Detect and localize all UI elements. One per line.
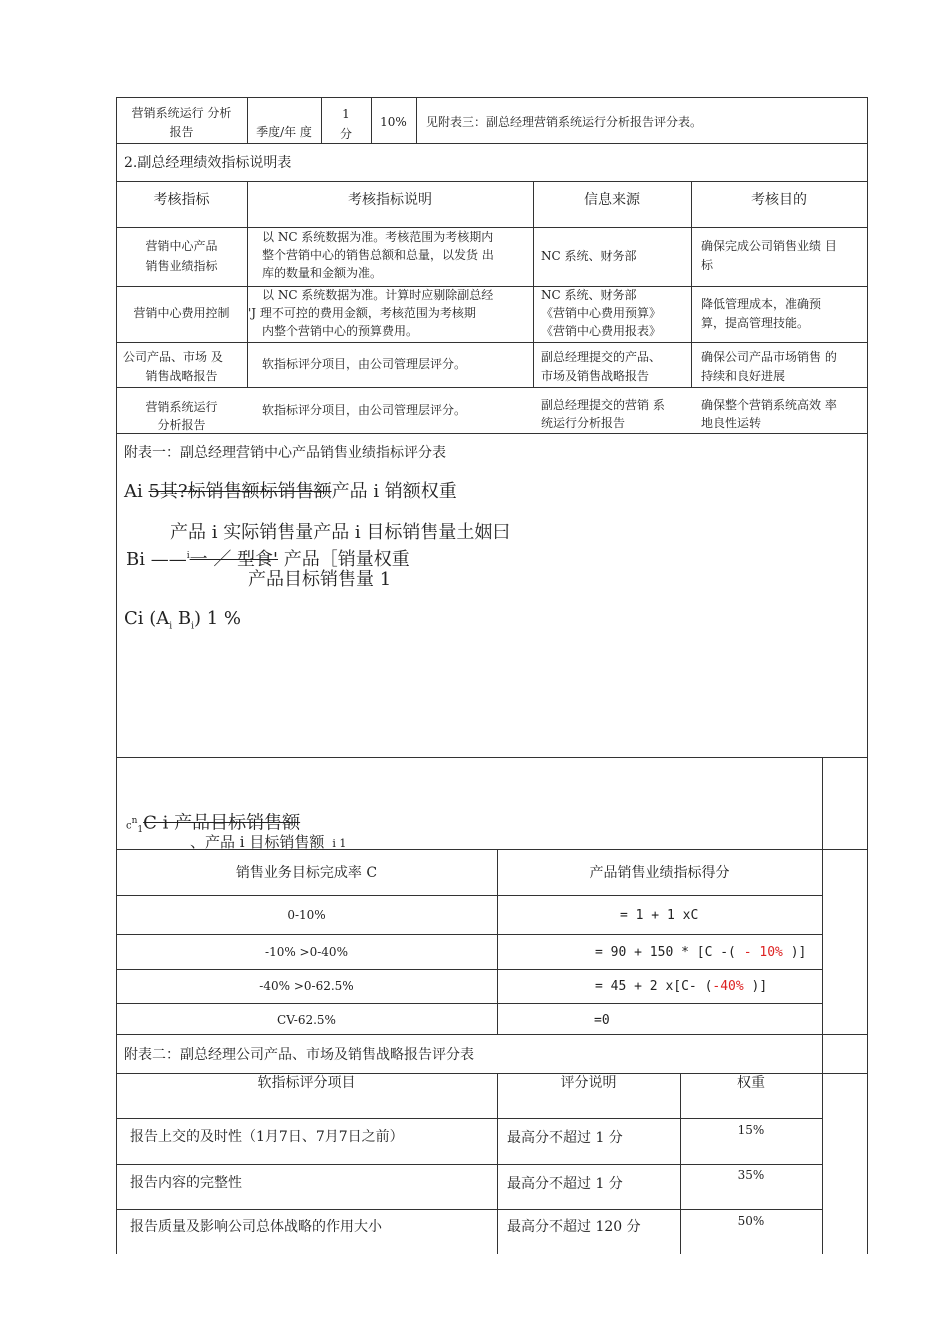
appendix2-row2-item: 报告内容的完整性: [130, 1175, 242, 1191]
score-row3-formula-text: = 45 + 2 x[C- (: [595, 979, 713, 994]
score-row2-formula-text: = 90 + 150 * [C -(: [595, 945, 736, 960]
row1-note: 见附表三：副总经理营销系统运行分析报告评分表。: [426, 115, 703, 129]
table2-row3-indicator: 公司产品、市场 及: [123, 350, 223, 364]
table2-row2-goal-2: 算，提高管理技能。: [701, 316, 810, 330]
row1-weight: 10%: [380, 115, 407, 129]
appendix2-row3-desc: 最高分不超过 120 分: [507, 1219, 641, 1235]
table2-row4-desc: 软指标评分项目，由公司管理层评分。: [262, 403, 467, 417]
appendix2-row3-weight: 50%: [737, 1214, 765, 1228]
appendix2-row2-weight: 35%: [737, 1168, 765, 1182]
formula-d-second: [190, 832, 346, 854]
formula-a: [124, 481, 457, 503]
table2-row4-indicator: 营销系统运行: [145, 400, 218, 414]
appendix2-row1-desc: 最高分不超过 1 分: [507, 1130, 623, 1146]
appendix2-row2-desc: 最高分不超过 1 分: [507, 1176, 623, 1192]
formula-d-tail: i 1: [332, 837, 347, 850]
score-header-range: 销售业务目标完成率 C: [235, 865, 378, 881]
table2-row3-desc: 软指标评分项目，由公司管理层评分。: [262, 357, 467, 371]
table2-row1-desc-3: 库的数量和金额为准。: [262, 266, 383, 280]
score-row2-formula: [595, 944, 806, 962]
appendix2-header-item: 软指标评分项目: [257, 1075, 356, 1091]
table2-row1-desc: 以 NC 系统数据为准。考核范围为考核期内: [262, 230, 494, 244]
table2-row2-desc: 以 NC 系统数据为准。计算时应剔除副总经: [262, 288, 494, 302]
table2-header-source: 信息来源: [584, 192, 640, 208]
formula-a-rest: 产品 i 销额权重: [331, 481, 457, 502]
formula-c-mid: B: [172, 608, 192, 629]
score-row1-range: 0-10%: [287, 908, 326, 922]
formula-d-small: c: [126, 820, 132, 832]
score-row2-tail: )]: [790, 945, 807, 960]
table2-row1-desc-2: 整个营销中心的销售总额和总量，以发货 出: [262, 248, 494, 262]
table2-row1-source: NC 系统、财务部: [541, 249, 637, 263]
row1-name: 营销系统运行 分析: [131, 106, 232, 120]
formula-b: [126, 545, 410, 571]
formula-b-bottom: 产品目标销售量 1: [248, 569, 392, 590]
formula-d-second-text: 、产品 i 目标销售额: [190, 833, 325, 851]
formula-b-strike: 一 ／ 型食': [189, 549, 279, 570]
table2-row3-goal: 确保公司产品市场销售 的: [701, 350, 837, 364]
table2-row4-goal: 确保整个营销系统高效 率: [701, 398, 837, 412]
section2-title: 2.副总经理绩效指标说明表: [124, 155, 292, 171]
score-row2-red: - 10%: [735, 945, 791, 960]
table2-row1-indicator: 营销中心产品: [145, 239, 218, 253]
formula-b-rest: 产品［销量权重: [278, 549, 410, 570]
formula-b-main: Bi ——: [126, 549, 187, 570]
score-row3-tail: )]: [743, 979, 768, 994]
score-row3-range: -40% >0-62.5%: [259, 979, 354, 993]
appendix2-header-weight: 权重: [737, 1075, 765, 1091]
appendix2-header-desc: 评分说明: [560, 1075, 617, 1091]
table2-row4-goal-2: 地良性运转: [701, 416, 762, 430]
table2-header-desc: 考核指标说明: [348, 192, 432, 208]
table2-row4-indicator-2: 分析报告: [157, 418, 206, 432]
table2-row3-indicator-2: 销售战略报告: [145, 369, 218, 383]
row1-name-line2: 报告: [169, 125, 194, 139]
score-header-formula: 产品销售业绩指标得分: [589, 865, 730, 881]
appendix1-title: 附表一：副总经理营销中心产品销售业绩指标评分表: [124, 445, 446, 461]
table2-row2-source-2: 《营销中心费用预算》: [541, 306, 662, 320]
formula-c-start: Ci (A: [124, 608, 170, 629]
table2-row2-desc-3: 内整个营销中心的预算费用。: [262, 324, 419, 338]
score-row3-formula: [595, 978, 767, 996]
formula-c-sub1: i: [169, 621, 173, 632]
table2-row2-indicator: 营销中心费用控制: [133, 306, 230, 320]
table2-row1-goal-2: 标: [701, 258, 714, 272]
score-row3-red: -40%: [712, 979, 744, 994]
score-row4-formula: =0: [594, 1013, 610, 1028]
appendix2-row3-item: 报告质量及影响公司总体战略的作用大小: [130, 1219, 382, 1235]
formula-a-prefix: Ai: [124, 481, 149, 502]
table2-row2-desc-2: 'J 理不可控的费用金额，考核范围为考核期: [248, 306, 476, 320]
row1-count: 1: [342, 107, 350, 121]
table2-row3-source: 副总经理提交的产品、: [541, 350, 662, 364]
table2-header-indicator: 考核指标: [153, 192, 210, 208]
formula-b-sup: i: [186, 551, 190, 561]
table2-row4-source-2: 统运行分析报告: [541, 416, 626, 430]
table2-row3-goal-2: 持续和良好进展: [701, 369, 786, 383]
formula-d-sup: n: [131, 816, 138, 826]
table2-row1-goal: 确保完成公司销售业绩 目: [701, 239, 837, 253]
table2-row2-source: NC 系统、财务部: [541, 288, 637, 302]
formula-d-main: C i 产品目标销售额: [143, 812, 301, 834]
table2-row4-source: 副总经理提交的营销 系: [541, 398, 665, 412]
row1-count-unit: 分: [339, 127, 352, 141]
formula-d-sub: 1: [137, 824, 144, 835]
formula-c-end: ) 1 %: [194, 608, 242, 629]
formula-c-sub2: i: [191, 621, 195, 632]
row1-period: 季度/年 度: [256, 125, 312, 139]
table2-row2-source-3: 《营销中心费用报表》: [541, 324, 662, 338]
formula-b-top: 产品 i 实际销售量产品 i 目标销售量土姻曰: [170, 522, 511, 543]
score-row4-range: CV-62.5%: [277, 1013, 336, 1027]
table2-row2-goal: 降低管理成本，准确预: [701, 297, 822, 311]
appendix2-row1-item: 报告上交的及时性（1月7日、7月7日之前）: [130, 1129, 404, 1145]
table2-header-goal: 考核目的: [751, 192, 807, 208]
appendix2-title: 附表二：副总经理公司产品、市场及销售战略报告评分表: [124, 1047, 474, 1063]
table2-row1-indicator-2: 销售业绩指标: [145, 259, 218, 273]
appendix2-row1-weight: 15%: [737, 1123, 765, 1137]
formula-c: [124, 608, 241, 638]
score-row1-formula: = 1 + 1 xC: [620, 908, 699, 923]
score-row2-range: -10% >0-40%: [265, 945, 348, 959]
formula-a-strike: 5其?标销售额标销售额: [148, 481, 332, 502]
table2-row3-source-2: 市场及销售战略报告: [541, 369, 650, 383]
